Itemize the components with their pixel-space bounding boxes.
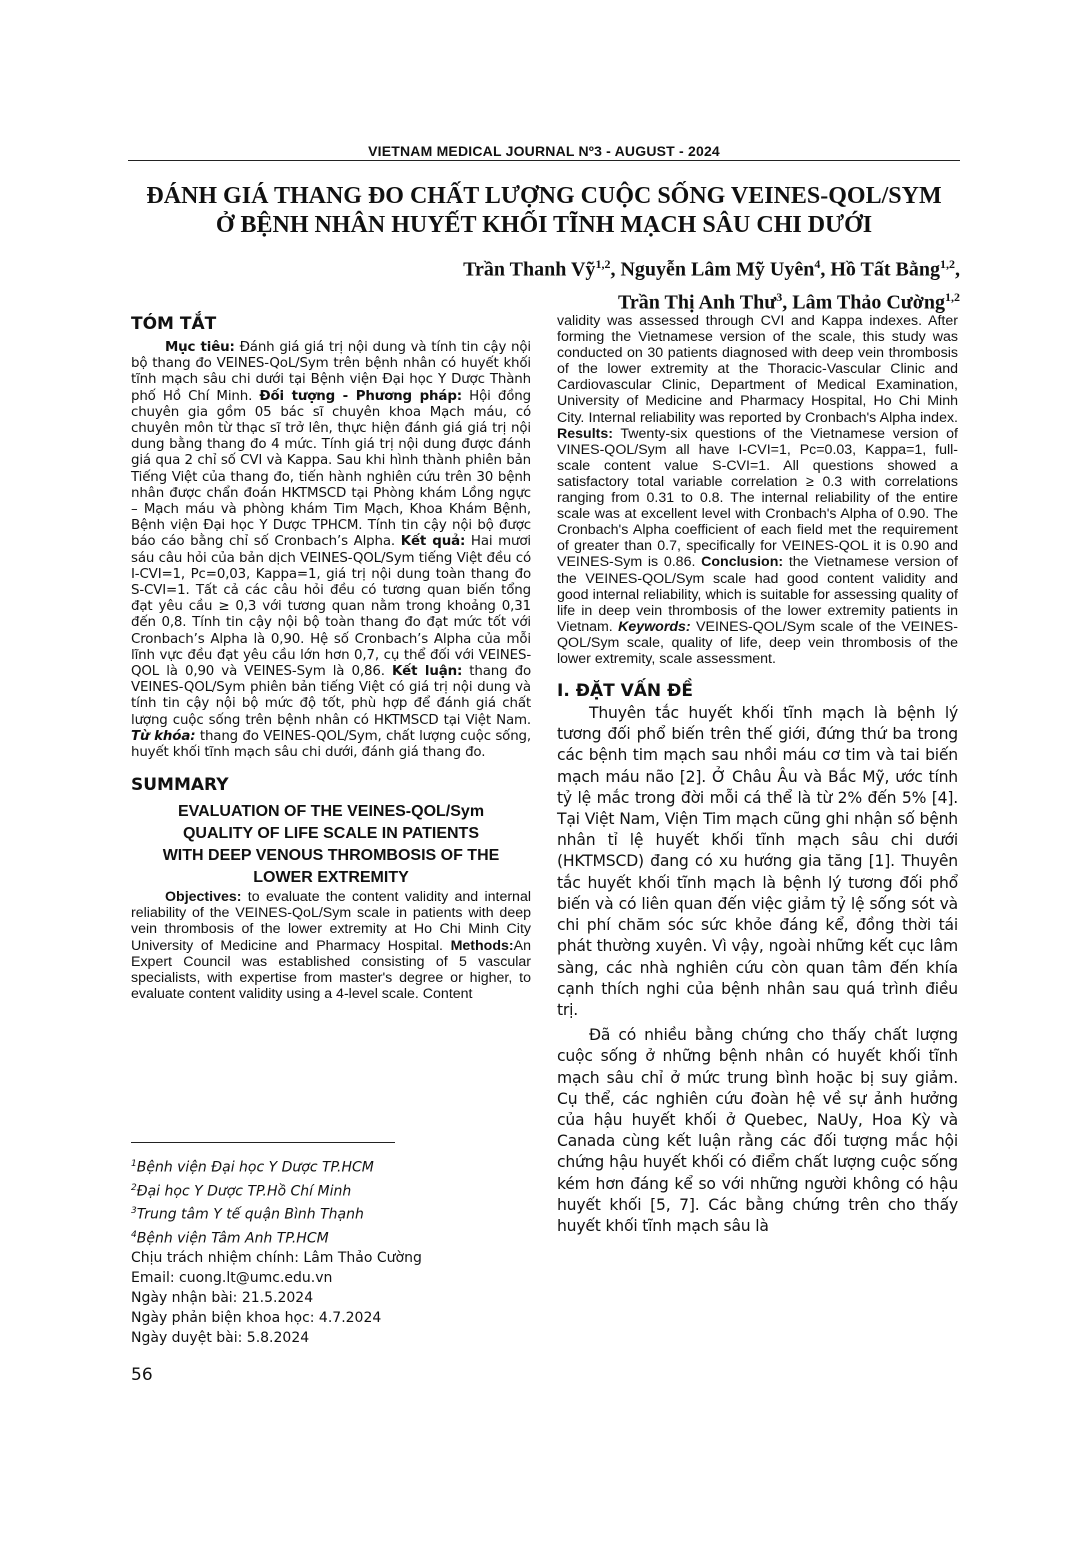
abstract-label: Từ khóa: (131, 728, 196, 744)
author-name: Hồ Tất Bằng (830, 258, 940, 281)
tomtat-heading: TÓM TẮT (131, 314, 217, 334)
affiliation-note (131, 1155, 531, 1179)
date-accepted: Ngày duyệt bài: 5.8.2024 (131, 1329, 310, 1346)
abstract-label: Objectives: (165, 889, 242, 906)
affiliation-text: Trung tâm Y tế quận Bình Thạnh (136, 1206, 364, 1223)
affiliation-number: 4 (131, 1229, 137, 1240)
corresponding-author: Chịu trách nhiệm chính: Lâm Thảo Cường (131, 1250, 422, 1267)
affiliation-number: 2 (131, 1182, 137, 1193)
abstract-label: Results: (557, 425, 613, 442)
abstract-label: Kết quả: (400, 534, 466, 550)
author-separator: , (782, 291, 793, 314)
author-name: Trần Thị Anh Thư (618, 291, 777, 314)
date-reviewed: Ngày phản biện khoa học: 4.7.2024 (131, 1309, 382, 1326)
title-line-2: Ở BỆNH NHÂN HUYẾT KHỐI TĨNH MẠCH SÂU CHI DƯỚI (215, 212, 873, 238)
author-separator: , (610, 258, 621, 281)
title-line-1: ĐÁNH GIÁ THANG ĐO CHẤT LƯỢNG CUỘC SỐNG VEINES-QOL/SYM (146, 183, 942, 209)
right-column (557, 313, 958, 1237)
intro-paragraph-1: Thuyên tắc huyết khối tĩnh mạch là bệnh lý tương đối phổ biến trên thế giới, đứng thứ ba trong các bệnh tim mạch sau nhồi máu cơ tim và tai biến mạch máu não [2]. Ở Châu Âu và Bắc Mỹ, ước tính tỷ lệ mắc trong đời mỗi cá thể là từ 2% đến 5% [4]. Tại Việt Nam, Viện Tim mạch cũng ghi nhận số bệnh nhân tỉ lệ huyết khối tĩnh mạch sâu chi dưới (HKTMSCD) đang có xu hướng gia tăng [1]. Thuyên tắc huyết khối tĩnh mạch là bệnh lý tương đối phổ biến và có liên quan đến việc giảm tỷ lệ sống sót và chi phí chăm sóc sức khỏe đáng kể, đồng thời tái phát thường xuyên. Vì vậy, ngoài những kết cục lâm sàng, các nhà nghiên cứu còn quan tâm đến khía cạnh thích nghi của bệnh nhân sau quá trình điều trị. (557, 704, 958, 1019)
affiliation-text: Đại học Y Dược TP.Hồ Chí Minh (136, 1183, 352, 1200)
abstract-label: Kết luận: (391, 664, 463, 680)
abstract-text: to evaluate the content validity and internal reliability of the VEINES-QoL/Sym scale in patients with deep vein thrombosis of the lower extremity at Ho Chi Minh City University of Medicine and Pharmacy Hospital. (131, 889, 531, 954)
footnotes (131, 1155, 531, 1349)
summary-title-line: QUALITY OF LIFE SCALE IN PATIENTS (182, 825, 479, 843)
summary-abstract-part1 (131, 889, 531, 1017)
author-list (420, 251, 960, 316)
header-divider (128, 160, 960, 161)
abstract-text: Hai mươi sáu câu hỏi của bản dịch VEINES-QOL/Sym tiếng Việt đều có I-CVI=1, Pc=0,03, Kappa=1, giá trị nội dung toàn thang đo S-CVI=1. Tất cả các câu hỏi đều có tương quan biến tổng đạt yêu cầu ≥ 0,3 với tương quan nằm trong khoảng 0,31 đến 0,8. Tính tin cậy nội bộ toàn thang đo đạt mức tốt với Cronbach’s Alpha là 0,90. Hệ số Cronbach’s Alpha của mỗi lĩnh vực đều đạt yêu cầu lớn hơn 0,7, cụ thể đối với VEINES-QOL là 0,90 và VEINES-Sym là 0,86. (131, 534, 531, 680)
tomtat-abstract (131, 340, 531, 761)
left-column (131, 314, 531, 1017)
page-number: 56 (131, 1365, 153, 1385)
abstract-text: Hội đồng chuyên gia gồm 05 bác sĩ chuyên khoa Mạch máu, có chuyên môn từ thạc sĩ trở lên, thực hiện đánh giá giá trị nội dung bằng thang đo 4 mức. Tính giá trị nội dung được đánh giá qua 2 chỉ số CVI và Kappa. Sau khi hình thành phiên bản Tiếng Việt của thang đo, tiến hành nghiên cứu trên 30 bệnh nhân được chẩn đoán HKTMSCD tại Phòng khám Lồng ngực – Mạch máu và phòng khám Tim Mạch, Khoa Khám Bệnh, Bệnh viện Đại học Y Dược TPHCM. Tính tin cậy nội bộ được báo cáo bằng chỉ số Cronbach’s Alpha. (131, 388, 531, 550)
author-separator: , (820, 258, 831, 281)
article-title (128, 182, 960, 240)
affiliation-text: Bệnh viện Tâm Anh TP.HCM (136, 1230, 329, 1247)
journal-header: VIETNAM MEDICAL JOURNAL Nº3 - AUGUST - 2024 (368, 143, 720, 159)
author-name: Trần Thanh Vỹ (463, 258, 596, 281)
abstract-text: Twenty-six questions of the Vietnamese version of VINES-QOL/Sym all have I-CVI=1, Pc=0.03, Kappa=1, full-scale content value S-CVI=1. All questions showed a satisfactory total variable correlation ≥ 0.3 with correlations ranging from 0.31 to 0.8. The internal reliability of the entire scale was at excellent level with Cronbach's Alpha of 0.90. The Cronbach's Alpha coefficient of each field met the requirement of greater than 0.7, specifically for VEINES-QOL it is 0.90 and VEINES-Sym is 0.86. (557, 425, 958, 571)
date-received: Ngày nhận bài: 21.5.2024 (131, 1290, 314, 1307)
abstract-text: Đánh giá giá trị nội dung và tính tin cậy nội bộ thang đo VEINES-QoL/Sym trên bệnh nhân có huyết khối tĩnh mạch sâu chi dưới tại Bệnh viện Đại học Y Dược Thành phố Hồ Chí Minh. (131, 340, 531, 404)
summary-abstract-part2 (557, 313, 958, 667)
summary-title-line: EVALUATION OF THE VEINES-QOL/Sym (177, 803, 485, 821)
abstract-text: VEINES-QOL/Sym scale of the VEINES-QOL/Sym scale, quality of life, deep vein thrombosis of the lower extremity, scale assessment. (557, 618, 958, 667)
summary-title-line: WITH DEEP VENOUS THROMBOSIS OF THE (162, 847, 500, 865)
intro-paragraph-2: Đã có nhiều bằng chứng cho thấy chất lượng cuộc sống ở những bệnh nhân có huyết khối tĩnh mạch sâu chỉ ở mức trung bình hoặc bị suy giảm. Cụ thể, các nghiên cứu đoàn hệ về sự ảnh hưởng của hậu huyết khối ở Quebec, NaUy, Hoa Kỳ và Canada cùng kết luận rằng các đối tượng mắc hội chứng hậu huyết khối có điểm chất lượng cuộc sống kém hơn đáng kể so với những người không có hậu huyết khối [5, 7]. Các bằng chứng trên cho thấy huyết khối tĩnh mạch sâu là (557, 1026, 958, 1235)
intro-heading: I. ĐẶT VẤN ĐỀ (557, 681, 693, 702)
author-affiliation: 1,2 (945, 289, 960, 304)
author-line-2 (420, 284, 960, 317)
abstract-label: Conclusion: (701, 554, 784, 571)
affiliation-number: 3 (131, 1206, 137, 1217)
footnote-divider (131, 1142, 395, 1143)
affiliation-note (131, 1202, 531, 1226)
author-name: Nguyễn Lâm Mỹ Uyên (620, 258, 815, 281)
abstract-label: Keywords: (618, 618, 691, 635)
abstract-label: Methods: (450, 937, 514, 954)
author-affiliation: 1,2 (595, 257, 611, 271)
abstract-text: thang đo VEINES-QOL/Sym phiên bản tiếng Việt có giá trị nội dung và tính tin cậy nội bộ mức độ tốt, phù hợp để đánh giá chất lượng cuộc sống trên bệnh nhân có HKTMSCD tại Việt Nam. (131, 664, 532, 728)
abstract-text: An Expert Council was established consisting of 5 vascular specialists, with expertise from master's degree or higher, to evaluate content validity using a 4-level scale. Content (131, 937, 531, 1002)
affiliation-number: 1 (131, 1159, 137, 1169)
abstract-label: Mục tiêu: (165, 340, 235, 355)
abstract-text: the Vietnamese version of the VEINES-QOL/Sym scale had good content validity and good internal reliability, which is suitable for assessing quality of life in deep vein thrombosis of the lower extremity patients in Vietnam. (557, 554, 958, 635)
abstract-text: validity was assessed through CVI and Kappa indexes. After forming the Vietnamese version of the scale, this study was conducted on 30 patients diagnosed with deep vein thrombosis of the lower extremity at the Thoracic-Vascular Clinic and Cardiovascular Clinic, Department of Medical Examination, University of Medicine and Pharmacy Hospital, Ho Chi Minh City. Internal reliability was reported by Cronbach's Alpha index. (557, 313, 958, 426)
affiliation-note (131, 1179, 531, 1203)
abstract-label: Đối tượng - Phương pháp: (259, 388, 462, 404)
summary-title (131, 801, 531, 889)
affiliation-note (131, 1226, 531, 1250)
author-affiliation: 4 (814, 257, 821, 271)
author-affiliation: 1,2 (940, 257, 955, 271)
affiliation-text: Bệnh viện Đại học Y Dược TP.HCM (136, 1159, 374, 1176)
email-address: Email: cuong.lt@umc.edu.vn (131, 1270, 333, 1287)
author-line-1 (420, 251, 960, 284)
author-separator: , (955, 258, 960, 281)
author-name: Lâm Thảo Cường (792, 291, 945, 314)
author-affiliation: 3 (776, 289, 783, 304)
abstract-text: thang đo VEINES-QOL/Sym, chất lượng cuộc sống, huyết khối tĩnh mạch sâu chi dưới, đánh giá thang đo. (131, 728, 531, 761)
summary-title-line: LOWER EXTREMITY (253, 869, 409, 887)
summary-heading: SUMMARY (131, 775, 229, 796)
